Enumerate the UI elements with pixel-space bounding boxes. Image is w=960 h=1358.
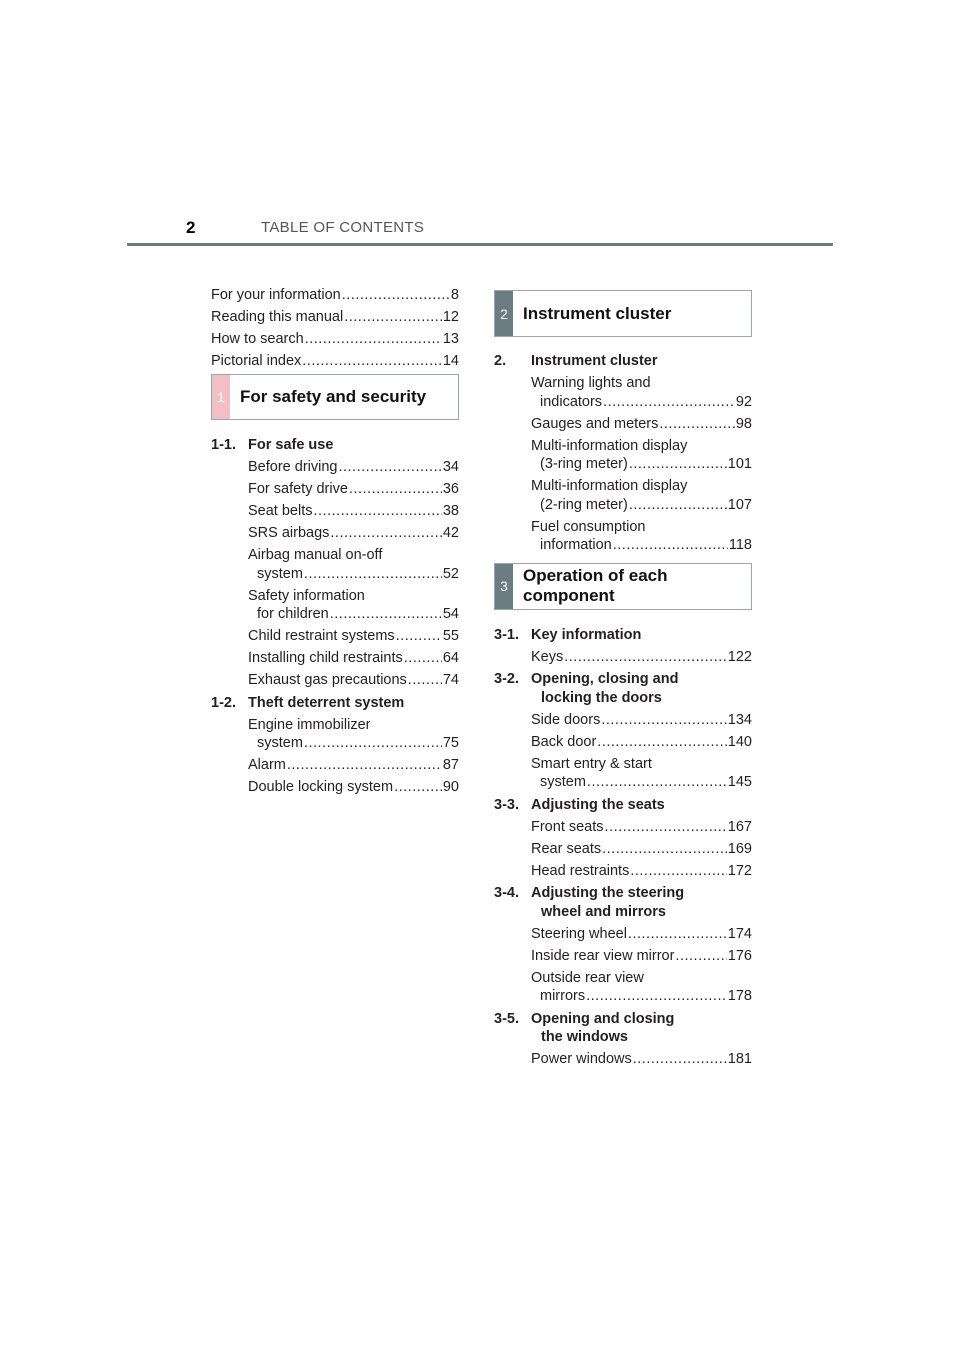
entry-label-line: Safety information <box>248 587 365 604</box>
toc-link[interactable] <box>531 711 752 730</box>
dot-leader <box>394 778 442 797</box>
toc-link[interactable] <box>531 925 752 944</box>
left-column <box>211 286 459 800</box>
entry-label: Installing child restraints <box>248 650 403 666</box>
entry-label: Head restraints <box>531 862 630 879</box>
entry-label-line: Multi-information display <box>531 437 688 454</box>
section-title-line: component <box>523 585 615 605</box>
toc-entry[interactable] <box>494 374 752 411</box>
toc-link[interactable] <box>248 671 459 690</box>
toc-entry[interactable] <box>211 524 459 543</box>
chapter-title: Opening and closing <box>531 1010 675 1027</box>
entry-label: Steering wheel <box>531 925 627 942</box>
toc-entry[interactable] <box>494 755 752 792</box>
toc-entry[interactable] <box>211 587 459 624</box>
dot-leader <box>629 496 727 515</box>
toc-entry[interactable] <box>211 627 459 646</box>
chapter-heading[interactable] <box>494 1010 752 1047</box>
toc-link[interactable] <box>248 480 459 499</box>
entry-label: For your information <box>211 287 341 303</box>
dot-leader <box>342 286 450 305</box>
page-ref: 90 <box>442 779 459 795</box>
toc-link[interactable] <box>248 458 459 477</box>
page-ref: 176 <box>727 947 752 964</box>
chapter-title: Adjusting the steering <box>531 885 685 901</box>
chapter-title-line: locking the doors <box>541 689 662 706</box>
toc-link[interactable] <box>248 524 459 543</box>
toc-entry[interactable] <box>211 458 459 477</box>
entry-label: system <box>540 774 586 790</box>
toc-link[interactable] <box>248 778 459 797</box>
chapter-title: Opening, closing and <box>531 671 679 687</box>
dot-leader <box>586 987 727 1006</box>
entry-label: Double locking system <box>248 779 394 795</box>
section-2-list <box>494 352 752 555</box>
dot-leader <box>304 565 442 584</box>
entry-label-line: Warning lights and <box>531 375 651 391</box>
entry-label: Side doors <box>531 711 601 728</box>
section-tab: 2 <box>495 291 513 336</box>
chapter-heading[interactable] <box>494 796 752 815</box>
dot-leader <box>603 393 735 412</box>
entry-label: Exhaust gas precautions <box>248 672 407 688</box>
toc-link[interactable] <box>531 862 752 881</box>
entry-label: system <box>257 565 303 582</box>
dot-leader <box>302 352 442 371</box>
page-ref: 75 <box>442 735 459 751</box>
entry-label: (2-ring meter) <box>540 496 628 513</box>
entry-label: How to search <box>211 331 304 347</box>
toc-link[interactable] <box>248 502 459 521</box>
section-title-line: Operation of each <box>523 565 668 585</box>
toc-link[interactable] <box>211 330 459 349</box>
dot-leader <box>605 818 727 837</box>
dot-leader <box>287 756 442 775</box>
toc-link[interactable] <box>211 308 459 327</box>
page-ref: 122 <box>727 648 752 665</box>
toc-link[interactable] <box>248 756 459 775</box>
entry-label: Inside rear view mirror <box>531 947 675 964</box>
toc-entry[interactable] <box>494 477 752 514</box>
entry-label: Child restraint systems <box>248 628 395 644</box>
page-ref: 145 <box>727 774 752 790</box>
dot-leader <box>601 711 726 730</box>
toc-link[interactable] <box>248 649 459 668</box>
dot-leader <box>564 648 727 667</box>
page-ref: 38 <box>442 503 459 519</box>
toc-entry[interactable] <box>211 546 459 583</box>
chapter-title: For safe use <box>248 437 334 453</box>
section-3-list <box>494 626 752 1069</box>
dot-leader <box>404 649 442 668</box>
toc-link[interactable] <box>211 352 459 371</box>
dot-leader <box>349 480 442 499</box>
toc-entry[interactable] <box>211 480 459 499</box>
entry-label: SRS airbags <box>248 525 330 541</box>
entry-label: Alarm <box>248 757 286 773</box>
page-ref: 64 <box>442 650 459 666</box>
toc-link[interactable] <box>531 733 752 752</box>
dot-leader <box>304 734 442 753</box>
entry-label: Front seats <box>531 818 604 835</box>
page-number: 2 <box>186 218 196 237</box>
entry-label-line: Outside rear view <box>531 969 644 986</box>
page-ref: 12 <box>442 309 459 325</box>
chapter-heading[interactable] <box>211 436 459 455</box>
page-ref: 36 <box>442 481 459 497</box>
page-ref: 34 <box>442 459 459 475</box>
toc-link[interactable] <box>248 734 459 753</box>
entry-label: Seat belts <box>248 503 313 519</box>
toc-entry[interactable] <box>494 969 752 1006</box>
toc-link[interactable] <box>531 947 752 966</box>
toc-entry[interactable] <box>211 716 459 753</box>
entry-label-line: Engine immobilizer <box>248 716 371 733</box>
toc-entry[interactable] <box>211 649 459 668</box>
entry-label: indicators <box>540 393 603 410</box>
dot-leader <box>338 458 441 477</box>
entry-label: Reading this manual <box>211 309 344 325</box>
entry-label: Back door <box>531 733 597 750</box>
section-tab: 3 <box>495 564 513 609</box>
entry-label: Pictorial index <box>211 353 302 369</box>
page-ref: 98 <box>735 415 752 432</box>
chapter-number: 3-1. <box>494 626 519 643</box>
chapter-title-line: the windows <box>541 1029 628 1045</box>
dot-leader <box>396 627 442 646</box>
toc-link[interactable] <box>248 627 459 646</box>
entry-label-line: Smart entry & start <box>531 755 652 772</box>
toc-link[interactable] <box>531 455 752 474</box>
toc-entry[interactable] <box>494 415 752 434</box>
toc-entry[interactable] <box>494 733 752 752</box>
entry-label: information <box>540 537 612 553</box>
dot-leader <box>633 1050 727 1069</box>
toc-entry[interactable] <box>494 711 752 730</box>
page-ref: 92 <box>735 393 752 410</box>
dot-leader <box>630 862 726 881</box>
entry-label: Gauges and meters <box>531 415 659 432</box>
toc-entry[interactable] <box>211 502 459 521</box>
section-3-header[interactable] <box>494 563 752 610</box>
toc-link[interactable] <box>531 648 752 667</box>
chapter-number: 1-1. <box>211 437 236 453</box>
entry-label-line: Airbag manual on-off <box>248 547 383 563</box>
toc-entry[interactable] <box>494 648 752 667</box>
toc-entry[interactable] <box>211 756 459 775</box>
chapter-number: 3-4. <box>494 885 519 901</box>
chapter-heading[interactable] <box>494 626 752 645</box>
chapter-number: 1-2. <box>211 694 236 711</box>
dot-leader <box>587 773 727 792</box>
dot-leader <box>659 415 735 434</box>
entry-label: Power windows <box>531 1051 632 1067</box>
section-2-header[interactable] <box>494 290 752 337</box>
chapter-number: 3-2. <box>494 671 519 687</box>
toc-link[interactable] <box>531 536 752 555</box>
page-ref: 174 <box>727 925 752 942</box>
page-ref: 169 <box>727 840 752 857</box>
section-tab: 1 <box>212 375 230 419</box>
page-ref: 118 <box>728 537 752 553</box>
page-ref: 178 <box>727 988 752 1004</box>
section-1-header[interactable] <box>211 374 459 420</box>
entry-label: for children <box>257 606 329 622</box>
dot-leader <box>330 605 442 624</box>
toc-entry[interactable] <box>211 671 459 690</box>
chapter-number: 3-5. <box>494 1010 519 1027</box>
section-title: For safety and security <box>240 387 427 406</box>
dot-leader <box>597 733 727 752</box>
toc-entry[interactable] <box>494 840 752 859</box>
toc-link[interactable] <box>531 773 752 792</box>
section-title <box>513 564 668 609</box>
dot-leader <box>629 455 727 474</box>
chapter-title: Adjusting the seats <box>531 796 665 813</box>
page-ref: 8 <box>450 287 459 303</box>
entry-label: Before driving <box>248 459 338 475</box>
page-ref: 134 <box>727 711 752 728</box>
entry-label: For safety drive <box>248 481 348 497</box>
page-ref: 172 <box>727 862 752 879</box>
toc-entry[interactable] <box>494 437 752 474</box>
page-ref: 55 <box>442 628 459 644</box>
entry-label: Rear seats <box>531 840 602 857</box>
toc-link[interactable] <box>531 415 752 434</box>
section-1-list <box>211 436 459 797</box>
dot-leader <box>314 502 442 521</box>
dot-leader <box>675 947 726 966</box>
page-ref: 107 <box>727 496 752 513</box>
page-ref: 13 <box>442 331 459 347</box>
page-ref: 74 <box>442 672 459 688</box>
page-ref: 167 <box>727 818 752 835</box>
chapter-title: Key information <box>531 626 642 643</box>
section-title: Instrument cluster <box>523 303 672 323</box>
chapter-number: 3-3. <box>494 796 519 813</box>
dot-leader <box>344 308 442 327</box>
dot-leader <box>408 671 442 690</box>
toc-link[interactable] <box>531 393 752 412</box>
toc-link[interactable] <box>211 286 459 305</box>
page-ref: 14 <box>442 353 459 369</box>
toc-link[interactable] <box>248 605 459 624</box>
dot-leader <box>602 840 727 859</box>
toc-entry[interactable] <box>494 518 752 555</box>
toc-link[interactable] <box>531 840 752 859</box>
toc-entry[interactable] <box>494 818 752 837</box>
chapter-title-line: wheel and mirrors <box>541 903 666 920</box>
toc-link[interactable] <box>531 987 752 1006</box>
dot-leader <box>330 524 441 543</box>
page-ref: 52 <box>442 565 459 582</box>
entry-label: mirrors <box>540 988 586 1004</box>
entry-label: system <box>257 735 303 751</box>
entry-label: (3-ring meter) <box>540 456 628 472</box>
dot-leader <box>305 330 442 349</box>
right-column <box>494 290 752 1072</box>
chapter-heading[interactable] <box>494 884 752 921</box>
toc-link[interactable] <box>531 818 752 837</box>
page-ref: 42 <box>442 525 459 541</box>
toc-entry[interactable] <box>494 862 752 881</box>
header-divider <box>127 243 833 246</box>
toc-link[interactable] <box>531 1050 752 1069</box>
chapter-heading[interactable] <box>494 352 752 371</box>
entry-label: Keys <box>531 648 564 665</box>
intro-list <box>211 286 459 371</box>
dot-leader <box>628 925 727 944</box>
page-ref: 87 <box>442 757 459 773</box>
toc-link[interactable] <box>531 496 752 515</box>
entry-label-line: Multi-information display <box>531 478 688 494</box>
page-ref: 140 <box>727 733 752 750</box>
chapter-title: Theft deterrent system <box>248 694 405 711</box>
chapter-heading[interactable] <box>494 670 752 707</box>
entry-label-line: Fuel consumption <box>531 518 646 535</box>
chapter-title: Instrument cluster <box>531 353 658 369</box>
chapter-number: 2. <box>494 353 507 369</box>
page-ref: 181 <box>727 1051 752 1067</box>
toc-link[interactable] <box>248 565 459 584</box>
page-ref: 101 <box>727 456 752 472</box>
toc-entry[interactable] <box>211 778 459 797</box>
chapter-heading[interactable] <box>211 694 459 713</box>
toc-entry[interactable] <box>494 947 752 966</box>
page-ref: 54 <box>442 606 459 622</box>
entry-list <box>494 374 752 555</box>
page-title: TABLE OF CONTENTS <box>261 219 425 236</box>
toc-entry[interactable] <box>494 1050 752 1069</box>
dot-leader <box>613 536 728 555</box>
toc-entry[interactable] <box>494 925 752 944</box>
